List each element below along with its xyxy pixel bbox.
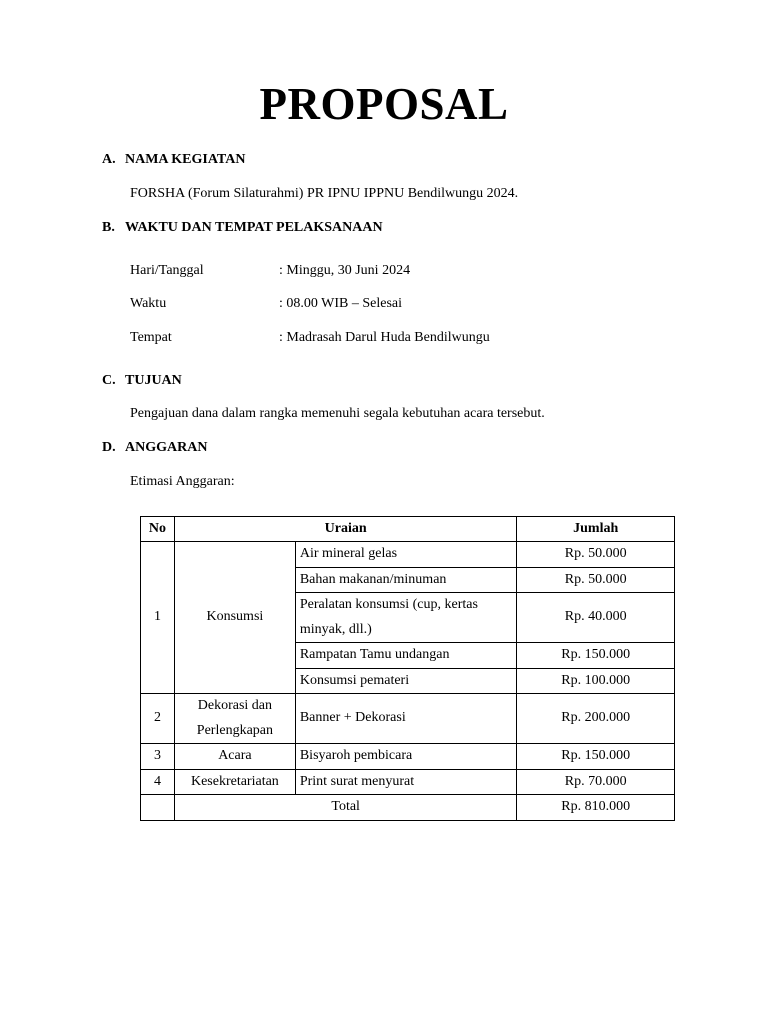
section-b-letter: B. [102, 220, 115, 235]
row-amount: Rp. 150.000 [517, 643, 675, 669]
row-description: Print surat menyurat [295, 769, 517, 795]
row-category: Kesekretariatan [174, 769, 295, 795]
header-uraian: Uraian [174, 517, 516, 542]
row-amount: Rp. 70.000 [517, 769, 675, 795]
section-d-intro: Etimasi Anggaran: [130, 474, 235, 489]
field-label-place: Tempat [130, 330, 172, 345]
row-description: Banner + Dekorasi [295, 694, 517, 744]
field-value-date: : Minggu, 30 Juni 2024 [279, 263, 411, 278]
row-number: 4 [141, 769, 175, 795]
row-number: 1 [141, 542, 175, 694]
section-a-letter: A. [102, 152, 116, 167]
row-description: Konsumsi pemateri [295, 668, 517, 694]
header-jumlah: Jumlah [517, 517, 675, 542]
section-c-letter: C. [102, 373, 116, 388]
row-description: Peralatan konsumsi (cup, kertas minyak, dll.) [295, 593, 517, 643]
total-empty-cell [141, 795, 175, 821]
section-a-text: FORSHA (Forum Silaturahmi) PR IPNU IPPNU Bendilwungu 2024. [130, 186, 519, 201]
row-amount: Rp. 50.000 [517, 567, 675, 593]
row-category: Konsumsi [174, 542, 295, 694]
row-amount: Rp. 100.000 [517, 668, 675, 694]
row-description: Bisyaroh pembicara [295, 744, 517, 770]
row-category: Acara [174, 744, 295, 770]
row-description: Rampatan Tamu undangan [295, 643, 517, 669]
row-amount: Rp. 40.000 [517, 593, 675, 643]
section-b-heading [102, 221, 383, 235]
row-description: Bahan makanan/minuman [295, 567, 517, 593]
section-c-heading [102, 374, 182, 388]
table-row [141, 769, 675, 795]
field-label-date: Hari/Tanggal [130, 263, 204, 278]
section-c-title: TUJUAN [125, 373, 182, 388]
document-title: PROPOSAL [259, 79, 509, 129]
field-value-place: : Madrasah Darul Huda Bendilwungu [279, 330, 490, 345]
field-value-time: : 08.00 WIB – Selesai [279, 296, 403, 311]
table-header-row [141, 517, 675, 542]
row-amount: Rp. 150.000 [517, 744, 675, 770]
budget-table [140, 516, 675, 821]
table-row [141, 694, 675, 744]
section-a-title: NAMA KEGIATAN [125, 152, 246, 167]
table-total-row [141, 795, 675, 821]
header-no: No [141, 517, 175, 542]
row-number: 3 [141, 744, 175, 770]
row-description: Air mineral gelas [295, 542, 517, 568]
section-d-title: ANGGARAN [125, 440, 208, 455]
row-number: 2 [141, 694, 175, 744]
table-row [141, 744, 675, 770]
row-amount: Rp. 200.000 [517, 694, 675, 744]
section-d-heading [102, 441, 207, 455]
row-category: Dekorasi dan Perlengkapan [174, 694, 295, 744]
section-c-text: Pengajuan dana dalam rangka memenuhi segala kebutuhan acara tersebut. [130, 406, 545, 421]
total-label: Total [174, 795, 516, 821]
section-a-heading [102, 153, 245, 167]
row-amount: Rp. 50.000 [517, 542, 675, 568]
total-amount: Rp. 810.000 [517, 795, 675, 821]
section-b-title: WAKTU DAN TEMPAT PELAKSANAAN [125, 220, 383, 235]
section-d-letter: D. [102, 440, 116, 455]
table-row [141, 542, 675, 568]
field-label-time: Waktu [130, 296, 167, 311]
